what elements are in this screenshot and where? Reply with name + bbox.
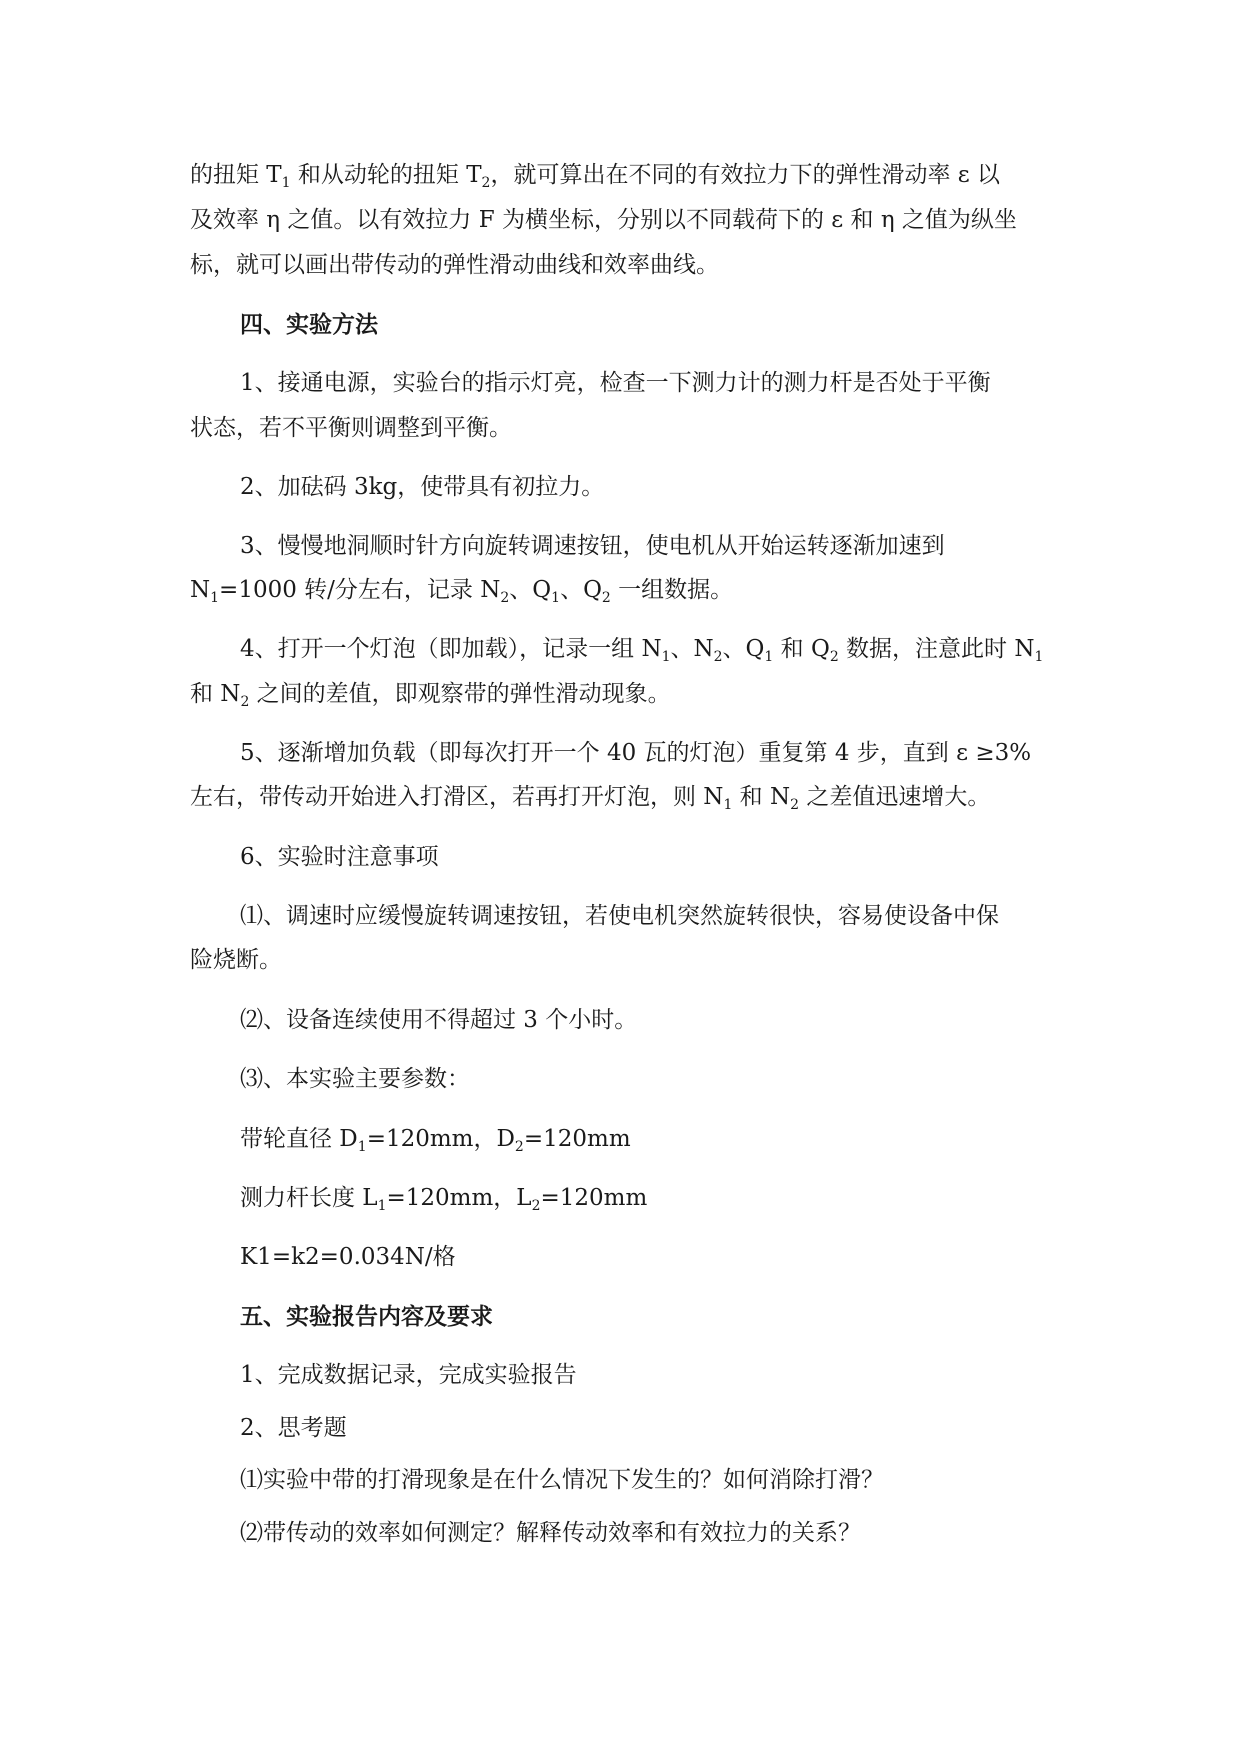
subscript: 2 bbox=[790, 797, 800, 813]
step1-line-2: 状态，若不平衡则调整到平衡。 bbox=[190, 415, 512, 441]
subscript: 1 bbox=[377, 1198, 387, 1214]
subscript: 2 bbox=[481, 175, 491, 191]
text: =120mm，L bbox=[386, 1185, 532, 1211]
text: 和 Q bbox=[773, 636, 830, 662]
text: 之间的差值，即观察带的弹性滑动现象。 bbox=[249, 681, 671, 707]
text: N bbox=[190, 577, 211, 603]
step4-line-1 bbox=[240, 634, 1043, 664]
text: =120mm bbox=[523, 1126, 631, 1152]
text: ，就可算出在不同的有效拉力下的弹性滑动率 ε 以 bbox=[490, 162, 1001, 188]
report-item-1: 1、完成数据记录，完成实验报告 bbox=[240, 1362, 577, 1388]
param-k: K1=k2=0.034N/格 bbox=[240, 1244, 456, 1270]
question-2: ⑵带传动的效率如何测定？解释传动效率和有效拉力的关系？ bbox=[240, 1520, 861, 1546]
step5-line-2 bbox=[190, 782, 990, 812]
subscript: 1 bbox=[281, 175, 291, 191]
param-lever-length bbox=[240, 1183, 647, 1213]
subscript: 1 bbox=[764, 649, 774, 665]
note3: ⑶、本实验主要参数： bbox=[240, 1066, 470, 1092]
text: 4、打开一个灯泡（即加载），记录一组 N bbox=[240, 636, 662, 662]
text: 、N bbox=[670, 636, 714, 662]
subscript: 2 bbox=[829, 649, 839, 665]
subscript: 2 bbox=[240, 694, 250, 710]
intro-line-1 bbox=[190, 160, 1000, 190]
report-item-2: 2、思考题 bbox=[240, 1415, 347, 1441]
text: 之差值迅速增大。 bbox=[799, 784, 991, 810]
text: =120mm，D bbox=[366, 1126, 515, 1152]
text: 左右，带传动开始进入打滑区，若再打开灯泡，则 N bbox=[190, 784, 724, 810]
text: 测力杆长度 L bbox=[240, 1185, 378, 1211]
intro-line-2: 及效率 η 之值。以有效拉力 F 为横坐标，分别以不同载荷下的 ε 和 η 之值为纵坐 bbox=[190, 207, 1017, 233]
text: 和 N bbox=[190, 681, 241, 707]
step1-line-1: 1、接通电源，实验台的指示灯亮，检查一下测力计的测力杆是否处于平衡 bbox=[240, 370, 991, 396]
subscript: 2 bbox=[713, 649, 723, 665]
note1-line-1: ⑴、调速时应缓慢旋转调速按钮，若使电机突然旋转很快，容易使设备中保 bbox=[240, 903, 999, 929]
subscript: 2 bbox=[601, 590, 611, 606]
subscript: 1 bbox=[210, 590, 220, 606]
text: =120mm bbox=[540, 1185, 648, 1211]
text: 的扭矩 T bbox=[190, 162, 282, 188]
step3-line-2 bbox=[190, 575, 733, 605]
subscript: 1 bbox=[551, 590, 561, 606]
question-1: ⑴实验中带的打滑现象是在什么情况下发生的？如何消除打滑？ bbox=[240, 1467, 884, 1493]
section5-heading: 五、实验报告内容及要求 bbox=[240, 1304, 493, 1330]
param-pulley-diameter bbox=[240, 1124, 631, 1154]
text: 和 N bbox=[732, 784, 791, 810]
note2: ⑵、设备连续使用不得超过 3 个小时。 bbox=[240, 1007, 638, 1033]
step4-line-2 bbox=[190, 679, 671, 709]
step3-line-1: 3、慢慢地洞顺时针方向旋转调速按钮，使电机从开始运转逐渐加速到 bbox=[240, 533, 945, 559]
subscript: 1 bbox=[1034, 649, 1044, 665]
text: 数据，注意此时 N bbox=[838, 636, 1035, 662]
text: 带轮直径 D bbox=[240, 1126, 358, 1152]
text: 、Q bbox=[560, 577, 602, 603]
step5-line-1: 5、逐渐增加负载（即每次打开一个 40 瓦的灯泡）重复第 4 步，直到 ε ≥3% bbox=[240, 740, 1032, 766]
text: =1000 转/分左右，记录 N bbox=[219, 577, 501, 603]
text: 和从动轮的扭矩 T bbox=[290, 162, 482, 188]
step6: 6、实验时注意事项 bbox=[240, 844, 439, 870]
intro-line-3: 标，就可以画出带传动的弹性滑动曲线和效率曲线。 bbox=[190, 252, 719, 278]
subscript: 2 bbox=[531, 1198, 541, 1214]
subscript: 2 bbox=[514, 1139, 524, 1155]
text: 、Q bbox=[722, 636, 765, 662]
section4-heading: 四、实验方法 bbox=[240, 312, 378, 338]
text: 、Q bbox=[509, 577, 552, 603]
note1-line-2: 险烧断。 bbox=[190, 947, 282, 973]
subscript: 1 bbox=[723, 797, 733, 813]
text: 一组数据。 bbox=[610, 577, 734, 603]
subscript: 1 bbox=[661, 649, 671, 665]
subscript: 2 bbox=[500, 590, 510, 606]
subscript: 1 bbox=[357, 1139, 367, 1155]
step2: 2、加砝码 3kg，使带具有初拉力。 bbox=[240, 474, 605, 500]
